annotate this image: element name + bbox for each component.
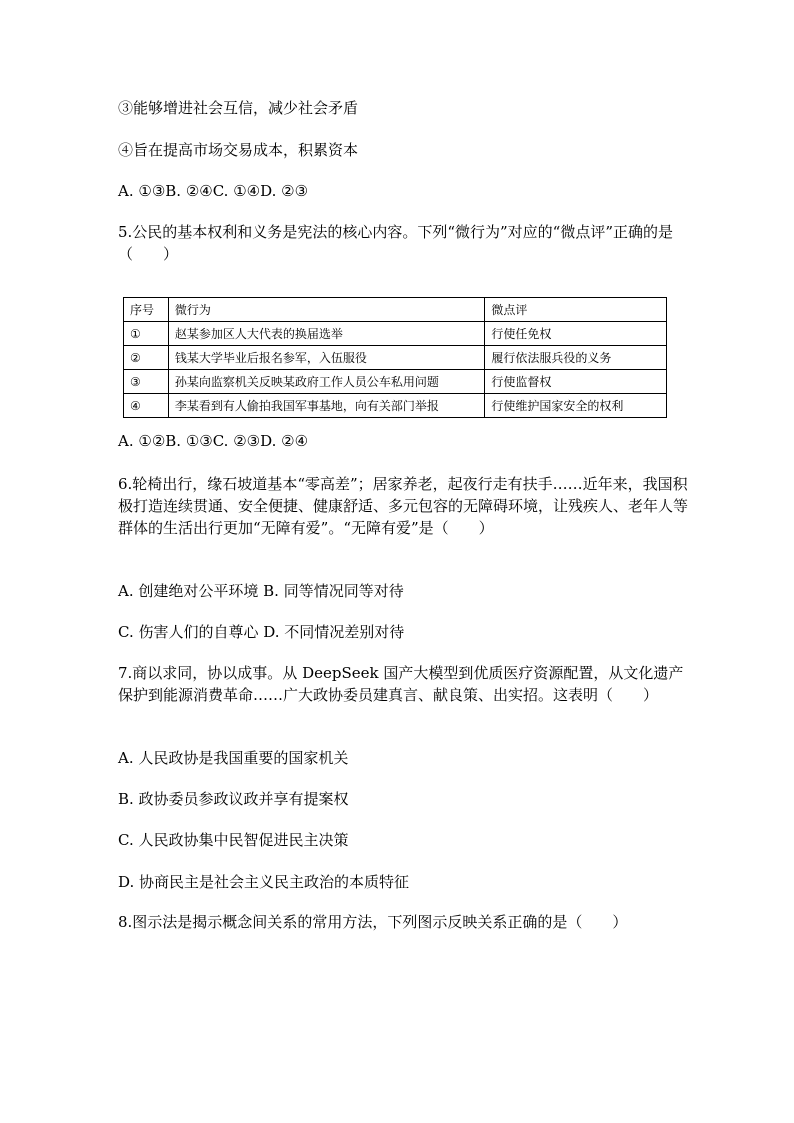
table-header-cell: 微点评: [485, 298, 667, 322]
table-cell: 孙某向监察机关反映某政府工作人员公车私用问题: [168, 370, 484, 394]
table-row: [124, 370, 667, 394]
table-cell: 行使维护国家安全的权利: [485, 394, 667, 418]
statement-3: ③能够增进社会互信，减少社会矛盾: [118, 99, 359, 117]
table-cell: ②: [124, 346, 169, 370]
table-cell: ③: [124, 370, 169, 394]
q7-option-d: D. 协商民主是社会主义民主政治的本质特征: [118, 873, 410, 891]
q7-option-a: A. 人民政协是我国重要的国家机关: [118, 749, 349, 767]
table-cell: 行使任免权: [485, 322, 667, 346]
table-cell: ①: [124, 322, 169, 346]
table-cell: ④: [124, 394, 169, 418]
table-cell: 钱某大学毕业后报名参军，入伍服役: [168, 346, 484, 370]
q5-options: A. ①②B. ①③C. ②③D. ②④: [118, 432, 309, 450]
table-header-cell: 序号: [124, 298, 169, 322]
table-cell: 李某看到有人偷拍我国军事基地，向有关部门举报: [168, 394, 484, 418]
q7-option-b: B. 政协委员参政议政并享有提案权: [118, 790, 349, 808]
statement-4: ④旨在提高市场交易成本，积累资本: [118, 141, 359, 159]
table-row: [124, 322, 667, 346]
table-header-row: [124, 298, 667, 322]
q7-stem: 7.商以求同，协以成事。从 DeepSeek 国产大模型到优质医疗资源配置，从文化遗产保护到能源消费革命……广大政协委员建真言、献良策、出实招。这表明（ ）: [118, 664, 684, 704]
q6-stem: 6.轮椅出行，缘石坡道基本“零高差”；居家养老，起夜行走有扶手……近年来，我国积极打造连续贯通、安全便捷、健康舒适、多元包容的无障碍环境，让残疾人、老年人等群体的生活出行更加“无障有爱”。“无障有爱”是（ ）: [118, 475, 689, 537]
table-row: [124, 394, 667, 418]
q5-stem: 5.公民的基本权利和义务是宪法的核心内容。下列“微行为”对应的“微点评”正确的是（ ）: [118, 223, 673, 263]
q6-options-ab: A. 创建绝对公平环境 B. 同等情况同等对待: [118, 582, 404, 600]
q8-stem: 8.图示法是揭示概念间关系的常用方法，下列图示反映关系正确的是（ ）: [118, 913, 628, 931]
table-cell: 行使监督权: [485, 370, 667, 394]
table-header-cell: 微行为: [168, 298, 484, 322]
table-cell: 履行依法服兵役的义务: [485, 346, 667, 370]
q7-option-c: C. 人民政协集中民智促进民主决策: [118, 831, 349, 849]
table-cell: 赵某参加区人大代表的换届选举: [168, 322, 484, 346]
q5-table: [123, 297, 667, 418]
q4-options: A. ①③B. ②④C. ①④D. ②③: [118, 182, 309, 200]
table-row: [124, 346, 667, 370]
q6-options-cd: C. 伤害人们的自尊心 D. 不同情况差别对待: [118, 623, 405, 641]
